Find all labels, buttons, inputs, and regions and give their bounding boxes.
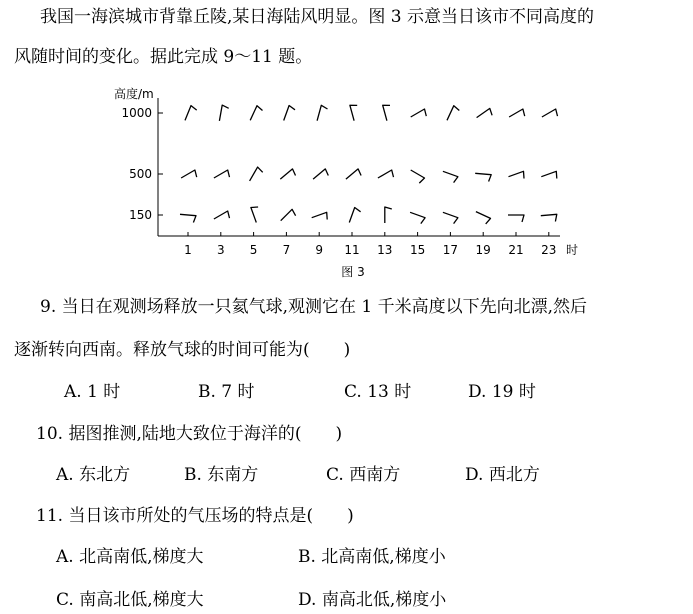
wind-barb bbox=[475, 173, 491, 181]
x-tick-label: 1 bbox=[184, 243, 192, 257]
wind-barb bbox=[250, 167, 263, 181]
q10-option-a[interactable]: A. 东北方 bbox=[56, 465, 131, 485]
q10-option-c[interactable]: C. 西南方 bbox=[326, 465, 401, 485]
wind-barb bbox=[443, 212, 458, 223]
wind-barb bbox=[508, 215, 524, 222]
q9-stem-line-2: 逐渐转向西南。释放气球的时间可能为( ) bbox=[14, 340, 351, 360]
wind-barb bbox=[541, 171, 557, 178]
x-tick-label: 21 bbox=[508, 243, 524, 257]
y-tick-label: 500 bbox=[129, 167, 152, 181]
q11-option-c[interactable]: C. 南高北低,梯度大 bbox=[56, 590, 204, 610]
wind-barb bbox=[214, 170, 230, 178]
q9-option-d[interactable]: D. 19 时 bbox=[468, 382, 536, 402]
wind-barb bbox=[350, 105, 357, 120]
wind-barb bbox=[284, 106, 295, 121]
wind-barb bbox=[383, 105, 390, 120]
x-tick-label: 13 bbox=[377, 243, 393, 257]
intro-line-2: 风随时间的变化。据此完成 9～11 题。 bbox=[14, 47, 313, 67]
wind-barb bbox=[509, 171, 525, 178]
wind-barb bbox=[280, 169, 295, 179]
wind-barb bbox=[349, 208, 360, 223]
y-tick-label: 150 bbox=[129, 208, 152, 222]
wind-barb bbox=[385, 207, 392, 223]
wind-barb bbox=[180, 214, 196, 222]
x-tick-label: 23 bbox=[541, 243, 557, 257]
q11-option-d[interactable]: D. 南高北低,梯度小 bbox=[298, 590, 447, 610]
y-axis-label: 高度/m bbox=[114, 87, 154, 101]
q11-option-b[interactable]: B. 北高南低,梯度小 bbox=[298, 547, 446, 567]
wind-barb bbox=[346, 169, 361, 179]
intro-line-1: 我国一海滨城市背靠丘陵,某日海陆风明显。图 3 示意当日该市不同高度的 bbox=[40, 7, 595, 27]
x-tick-label: 7 bbox=[282, 243, 291, 257]
x-tick-label: 15 bbox=[409, 243, 426, 257]
wind-barb bbox=[443, 171, 458, 182]
wind-barb bbox=[476, 212, 491, 224]
wind-barb bbox=[378, 170, 394, 178]
wind-barb bbox=[214, 211, 230, 219]
q10-option-b[interactable]: B. 东南方 bbox=[184, 465, 259, 485]
wind-barb bbox=[509, 109, 525, 117]
wind-barb bbox=[181, 170, 197, 178]
wind-barb bbox=[411, 109, 427, 117]
wind-barb bbox=[447, 106, 459, 121]
wind-barb bbox=[410, 212, 425, 223]
q9-option-c[interactable]: C. 13 时 bbox=[344, 382, 412, 402]
wind-barb bbox=[312, 212, 328, 219]
wind-barb bbox=[411, 170, 425, 183]
wind-barb bbox=[219, 105, 228, 121]
x-tick-label: 19 bbox=[475, 243, 491, 257]
x-tick-label: 17 bbox=[442, 243, 459, 257]
x-axis-unit: 时 bbox=[566, 243, 579, 257]
x-tick-label: 9 bbox=[315, 243, 324, 257]
x-tick-label: 3 bbox=[216, 243, 225, 257]
wind-figure bbox=[100, 84, 590, 280]
x-tick-label: 11 bbox=[344, 243, 360, 257]
figure-caption: 图 3 bbox=[341, 265, 365, 279]
wind-barb bbox=[281, 209, 296, 220]
q9-stem-line-1: 9. 当日在观测场释放一只氦气球,观测它在 1 千米高度以下先向北漂,然后 bbox=[40, 297, 588, 317]
wind-barb bbox=[250, 106, 262, 121]
q9-option-a[interactable]: A. 1 时 bbox=[64, 382, 121, 402]
q9-option-b[interactable]: B. 7 时 bbox=[198, 382, 255, 402]
wind-barb bbox=[251, 207, 258, 223]
x-tick-label: 5 bbox=[249, 243, 258, 257]
wind-barb bbox=[313, 169, 328, 179]
wind-barb bbox=[185, 106, 197, 121]
y-tick-label: 1000 bbox=[121, 106, 152, 120]
wind-barb bbox=[477, 108, 493, 117]
q11-option-a[interactable]: A. 北高南低,梯度大 bbox=[56, 547, 204, 567]
wind-barb bbox=[542, 109, 558, 117]
q10-option-d[interactable]: D. 西北方 bbox=[465, 465, 540, 485]
wind-barb bbox=[317, 105, 327, 120]
q11-stem: 11. 当日该市所处的气压场的特点是( ) bbox=[36, 506, 354, 526]
q10-stem: 10. 据图推测,陆地大致位于海洋的( ) bbox=[36, 424, 343, 444]
wind-barb bbox=[541, 214, 557, 221]
